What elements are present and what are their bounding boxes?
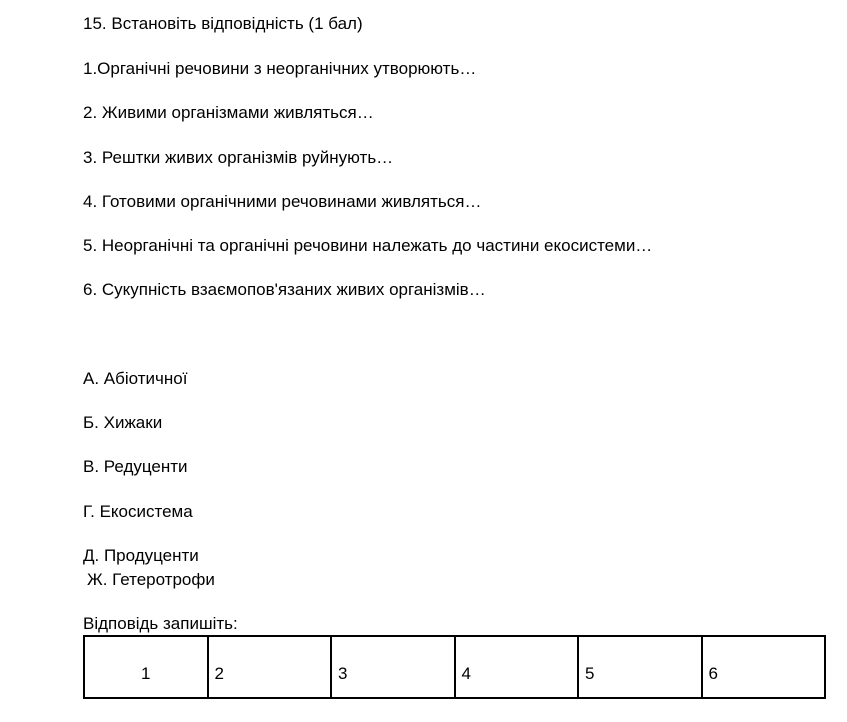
answer-cell-5[interactable]: 5 <box>578 636 702 698</box>
statement-1: 1.Органічні речовини з неорганічних утворюють… <box>83 59 477 78</box>
statement-2: 2. Живими організмами живляться… <box>83 103 374 122</box>
statement-3: 3. Рештки живих організмів руйнують… <box>83 148 394 167</box>
option-a: А. Абіотичної <box>83 369 188 388</box>
statement-5: 5. Неорганічні та органічні речовини належать до частини екосистеми… <box>83 236 653 255</box>
answer-table <box>83 635 826 699</box>
answer-cell-1[interactable]: 1 <box>84 636 208 698</box>
option-b: Б. Хижаки <box>83 413 163 432</box>
option-zh: Ж. Гетеротрофи <box>87 570 215 589</box>
answer-cell-2[interactable]: 2 <box>208 636 332 698</box>
option-d: Д. Продуценти <box>83 546 199 565</box>
answer-row <box>84 636 825 698</box>
statement-4: 4. Готовими органічними речовинами живляться… <box>83 192 482 211</box>
statement-6: 6. Сукупність взаємопов'язаних живих організмів… <box>83 280 486 299</box>
answer-cell-3[interactable]: 3 <box>331 636 455 698</box>
answer-cell-4[interactable]: 4 <box>455 636 579 698</box>
answer-prompt: Відповідь запишіть: <box>83 614 238 633</box>
option-g: Г. Екосистема <box>83 502 193 521</box>
option-v: В. Редуценти <box>83 457 188 476</box>
answer-cell-6[interactable]: 6 <box>702 636 826 698</box>
task-title: 15. Встановіть відповідність (1 бал) <box>83 14 363 33</box>
